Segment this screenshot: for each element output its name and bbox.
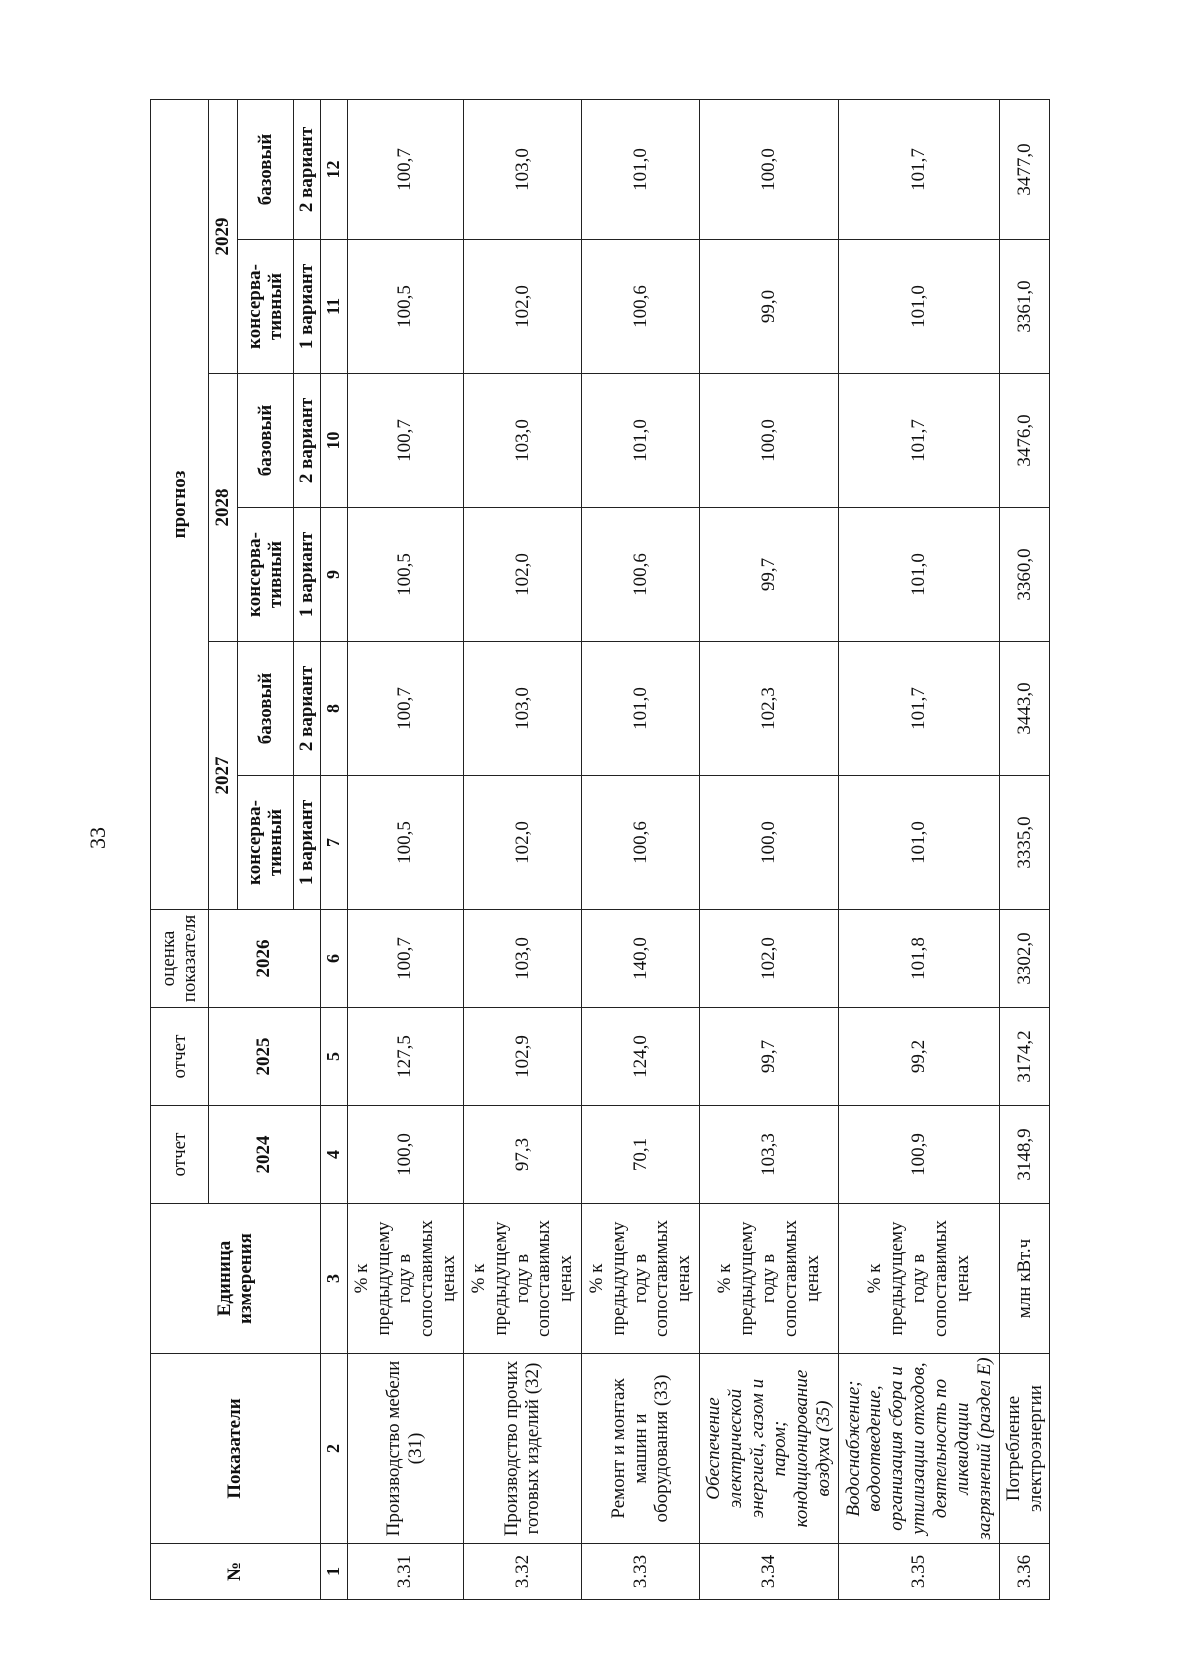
- row-number: 3.36: [1000, 1544, 1050, 1600]
- value-cell: 102,3: [700, 642, 839, 776]
- table-row: [838, 99, 999, 1599]
- value-cell: 101,7: [838, 642, 999, 776]
- column-number: 2: [320, 1354, 347, 1544]
- table-row: [581, 99, 699, 1599]
- value-cell: 101,0: [581, 99, 699, 239]
- value-cell: 100,7: [347, 642, 463, 776]
- row-number: 3.31: [347, 1544, 463, 1600]
- row-number: 3.35: [838, 1544, 999, 1600]
- value-cell: 3476,0: [1000, 374, 1050, 508]
- value-cell: 101,7: [838, 99, 999, 239]
- unit-cell: % к предыдущему году в сопоставимых ценах: [838, 1204, 999, 1354]
- header-year-2028: 2028: [208, 374, 237, 642]
- value-cell: 3148,9: [1000, 1106, 1050, 1204]
- value-cell: 70,1: [581, 1106, 699, 1204]
- header-scenario-base-2028: базовый: [237, 374, 293, 508]
- header-year-2025: 2025: [208, 1008, 320, 1106]
- value-cell: 97,3: [463, 1106, 581, 1204]
- header-year-2027: 2027: [208, 642, 237, 910]
- value-cell: 100,9: [838, 1106, 999, 1204]
- column-number: 11: [320, 240, 347, 374]
- header-variant2-2029: 2 вариант: [293, 99, 320, 239]
- unit-cell: % к предыдущему году в сопоставимых ценах: [700, 1204, 839, 1354]
- value-cell: 140,0: [581, 910, 699, 1008]
- value-cell: 100,0: [700, 99, 839, 239]
- value-cell: 102,9: [463, 1008, 581, 1106]
- value-cell: 101,0: [838, 776, 999, 910]
- value-cell: 99,7: [700, 1008, 839, 1106]
- header-variant1-2028: 1 вариант: [293, 508, 320, 642]
- value-cell: 99,0: [700, 240, 839, 374]
- value-cell: 102,0: [463, 508, 581, 642]
- value-cell: 102,0: [463, 776, 581, 910]
- value-cell: 100,7: [347, 910, 463, 1008]
- page-number: 33: [85, 827, 110, 849]
- unit-cell: % к предыдущему году в сопоставимых ценах: [347, 1204, 463, 1354]
- header-scenario-cons-2027: консерва-тивный: [237, 776, 293, 910]
- header-variant1-2027: 1 вариант: [293, 776, 320, 910]
- header-forecast: прогноз: [151, 99, 209, 909]
- value-cell: 100,6: [581, 776, 699, 910]
- value-cell: 3477,0: [1000, 99, 1050, 239]
- column-number: 10: [320, 374, 347, 508]
- value-cell: 100,0: [700, 374, 839, 508]
- table-body: [347, 99, 1049, 1599]
- rotated-page: [150, 100, 1050, 1600]
- value-cell: 101,8: [838, 910, 999, 1008]
- column-number: 6: [320, 910, 347, 1008]
- value-cell: 3360,0: [1000, 508, 1050, 642]
- indicator-name: Потребление электроэнергии: [1000, 1354, 1050, 1544]
- column-number: 5: [320, 1008, 347, 1106]
- header-scenario-cons-2028: консерва-тивный: [237, 508, 293, 642]
- value-cell: 102,0: [463, 240, 581, 374]
- value-cell: 101,7: [838, 374, 999, 508]
- value-cell: 3443,0: [1000, 642, 1050, 776]
- unit-cell: млн кВт.ч: [1000, 1204, 1050, 1354]
- value-cell: 103,0: [463, 642, 581, 776]
- unit-cell: % к предыдущему году в сопоставимых ценах: [463, 1204, 581, 1354]
- header-scenario-base-2027: базовый: [237, 642, 293, 776]
- value-cell: 100,6: [581, 508, 699, 642]
- column-number: 12: [320, 99, 347, 239]
- value-cell: 100,5: [347, 776, 463, 910]
- value-cell: 101,0: [581, 642, 699, 776]
- value-cell: 100,7: [347, 374, 463, 508]
- header-indicators: Показатели: [151, 1354, 321, 1544]
- indicator-name: Производство прочих готовых изделий (32): [463, 1354, 581, 1544]
- value-cell: 100,0: [700, 776, 839, 910]
- column-number: 3: [320, 1204, 347, 1354]
- header-year-2024: 2024: [208, 1106, 320, 1204]
- indicator-name: Водоснабжение; водоотведение, организация сбора и утилизации отходов, деятельность по ликвидации загрязнений (раздел E): [838, 1354, 999, 1544]
- value-cell: 100,0: [347, 1106, 463, 1204]
- value-cell: 101,0: [838, 508, 999, 642]
- value-cell: 101,0: [838, 240, 999, 374]
- value-cell: 124,0: [581, 1008, 699, 1106]
- value-cell: 101,0: [581, 374, 699, 508]
- column-number-row: [320, 99, 347, 1599]
- unit-cell: % к предыдущему году в сопоставимых ценах: [581, 1204, 699, 1354]
- indicator-name: Ремонт и монтаж машин и оборудования (33): [581, 1354, 699, 1544]
- indicator-name: Обеспечение электрической энергией, газом и паром; кондиционирование воздуха (35): [700, 1354, 839, 1544]
- table-row: [347, 99, 463, 1599]
- forecast-table: [150, 99, 1050, 1600]
- header-year-2026: 2026: [208, 910, 320, 1008]
- value-cell: 100,5: [347, 508, 463, 642]
- value-cell: 100,7: [347, 99, 463, 239]
- value-cell: 100,6: [581, 240, 699, 374]
- header-variant2-2028: 2 вариант: [293, 374, 320, 508]
- value-cell: 3174,2: [1000, 1008, 1050, 1106]
- column-number: 8: [320, 642, 347, 776]
- header-variant2-2027: 2 вариант: [293, 642, 320, 776]
- value-cell: 103,0: [463, 99, 581, 239]
- header-year-2029: 2029: [208, 99, 237, 373]
- value-cell: 103,0: [463, 910, 581, 1008]
- header-scenario-base-2029: базовый: [237, 99, 293, 239]
- header-report-2025: отчет: [151, 1008, 209, 1106]
- header-estimate: оценка показателя: [151, 910, 209, 1008]
- value-cell: 103,3: [700, 1106, 839, 1204]
- header-variant1-2029: 1 вариант: [293, 240, 320, 374]
- column-number: 7: [320, 776, 347, 910]
- header-report-2024: отчет: [151, 1106, 209, 1204]
- row-number: 3.34: [700, 1544, 839, 1600]
- row-number: 3.33: [581, 1544, 699, 1600]
- value-cell: 127,5: [347, 1008, 463, 1106]
- value-cell: 3302,0: [1000, 910, 1050, 1008]
- header-no: №: [151, 1544, 321, 1600]
- column-number: 4: [320, 1106, 347, 1204]
- value-cell: 100,5: [347, 240, 463, 374]
- table-row: [700, 99, 839, 1599]
- table-row: [1000, 99, 1050, 1599]
- table-row: [463, 99, 581, 1599]
- value-cell: 103,0: [463, 374, 581, 508]
- row-number: 3.32: [463, 1544, 581, 1600]
- column-number: 1: [320, 1544, 347, 1600]
- value-cell: 3361,0: [1000, 240, 1050, 374]
- value-cell: 3335,0: [1000, 776, 1050, 910]
- value-cell: 99,7: [700, 508, 839, 642]
- indicator-name: Производство мебели (31): [347, 1354, 463, 1544]
- header-scenario-cons-2029: консерва-тивный: [237, 240, 293, 374]
- header-unit: Единица измерения: [151, 1204, 321, 1354]
- value-cell: 102,0: [700, 910, 839, 1008]
- column-number: 9: [320, 508, 347, 642]
- value-cell: 99,2: [838, 1008, 999, 1106]
